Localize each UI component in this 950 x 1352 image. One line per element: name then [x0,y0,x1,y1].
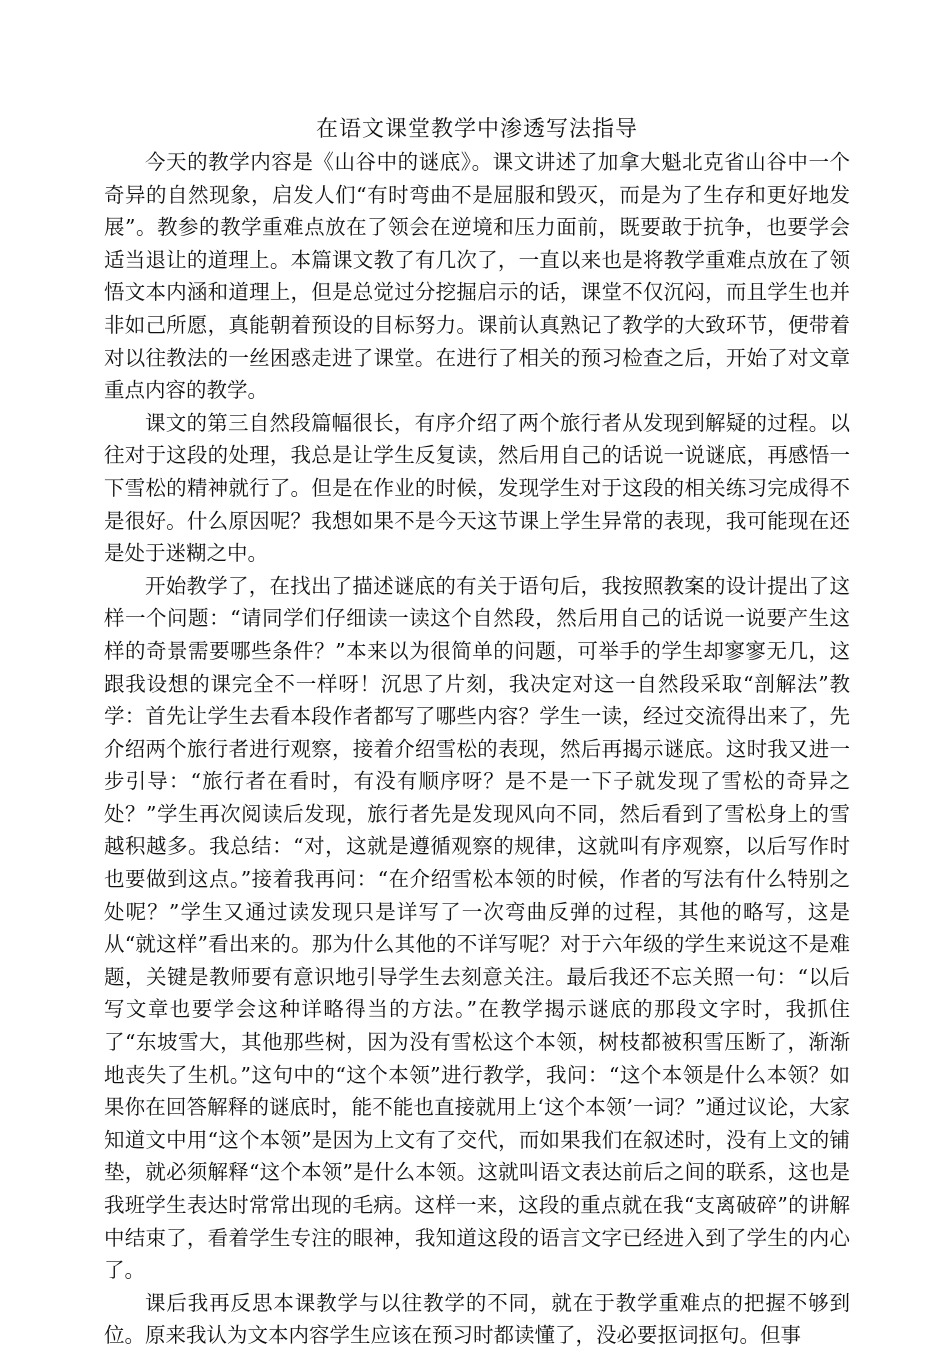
document-page [104,114,850,1352]
paragraph-2: 课文的第三自然段篇幅很长，有序介绍了两个旅行者从发现到解疑的过程。以往对于这段的处理，我总是让学生反复读，然后用自己的话说一说谜底，再感悟一下雪松的精神就行了。但是在作业的时候，发现学生对于这段的相关练习完成得不是很好。什么原因呢？我想如果不是今天这节课上学生异常的表现，我可能现在还是处于迷糊之中。 [104,410,850,566]
paragraph-3: 开始教学了，在找出了描述谜底的有关于语句后，我按照教案的设计提出了这样一个问题：“请同学们仔细读一读这个自然段，然后用自己的话说一说要产生这样的奇景需要哪些条件？”本来以为很简单的问题，可举手的学生却寥寥无几，这跟我设想的课完全不一样呀！沉思了片刻，我决定对这一自然段采取“剖解法”教学：首先让学生去看本段作者都写了哪些内容？学生一读，经过交流得出来了，先介绍两个旅行者进行观察，接着介绍雪松的表现，然后再揭示谜底。这时我又进一步引导：“旅行者在看时，有没有顺序呀？是不是一下子就发现了雪松的奇异之处？”学生再次阅读后发现，旅行者先是发现风向不同，然后看到了雪松身上的雪越积越多。我总结：“对，这就是遵循观察的规律，这就叫有序观察，以后写作时也要做到这点。”接着我再问：“在介绍雪松本领的时候，作者的写法有什么特别之处呢？”学生又通过读发现只是详写了一次弯曲反弹的过程，其他的略写，这是从“就这样”看出来的。那为什么其他的不详写呢？对于六年级的学生来说这不是难题，关键是教师要有意识地引导学生去刻意关注。最后我还不忘关照一句：“以后写文章也要学会这种详略得当的方法。”在教学揭示谜底的那段文字时，我抓住了“东坡雪大，其他那些树，因为没有雪松这个本领，树枝都被积雪压断了，渐渐地丧失了生机。”这句中的“这个本领”进行教学，我问：“这个本领是什么本领？如果你在回答解释的谜底时，能不能也直接就用上‘这个本领’一词？”通过议论，大家知道文中用“这个本领”是因为上文有了交代，而如果我们在叙述时，没有上文的铺垫，就必须解释“这个本领”是什么本领。这就叫语文表达前后之间的联系，这也是我班学生表达时常常出现的毛病。这样一来，这段的重点就在我“支离破碎”的讲解中结束了，看着学生专注的眼神，我知道这段的语言文字已经进入到了学生的内心了。 [104,573,850,1283]
document-title: 在语文课堂教学中渗透写法指导 [315,117,638,142]
paragraph-1: 今天的教学内容是《山谷中的谜底》。课文讲述了加拿大魁北克省山谷中一个奇异的自然现象，启发人们“有时弯曲不是屈服和毁灭，而是为了生存和更好地发展”。教参的教学重难点放在了领会在逆境和压力面前，既要敢于抗争，也要学会适当退让的道理上。本篇课文教了有几次了，一直以来也是将教学重难点放在了领悟文本内涵和道理上，但是总觉过分挖掘启示的话，课堂不仅沉闷，而且学生也并非如己所愿，真能朝着预设的目标努力。课前认真熟记了教学的大致环节，便带着对以往教法的一丝困惑走进了课堂。在进行了相关的预习检查之后，开始了对文章重点内容的教学。 [104,150,850,403]
paragraph-4: 课后我再反思本课教学与以往教学的不同，就在于教学重难点的把握不够到位。原来我认为文本内容学生应该在预习时都读懂了，没必要抠词抠句。但事 [104,1290,850,1348]
